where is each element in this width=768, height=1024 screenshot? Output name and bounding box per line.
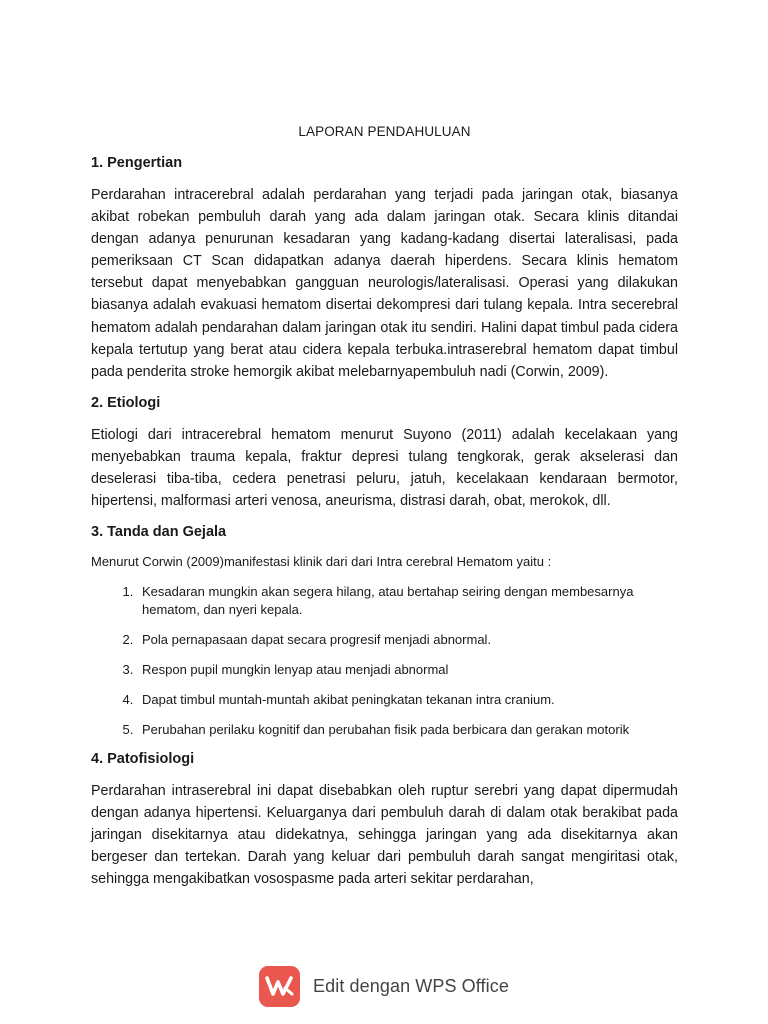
list-item: 2. Pola pernapasaan dapat secara progresif menjadi abnormal. xyxy=(137,631,678,649)
list-item: 5. Perubahan perilaku kognitif dan perubahan fisik pada berbicara dan gerakan motorik xyxy=(137,721,678,739)
list-item: 4. Dapat timbul muntah-muntah akibat peningkatan tekanan intra cranium. xyxy=(137,691,678,709)
list-item: 1. Kesadaran mungkin akan segera hilang, atau bertahap seiring dengan membesarnya hematom, dan nyeri kepala. xyxy=(137,583,678,618)
list-item: 3. Respon pupil mungkin lenyap atau menjadi abnormal xyxy=(137,661,678,679)
wps-w-icon[interactable] xyxy=(259,966,300,1007)
document-title: LAPORAN PENDAHULUAN xyxy=(298,124,471,139)
section-heading-pengertian: 1. Pengertian xyxy=(91,155,183,171)
wps-edit-label[interactable]: Edit dengan WPS Office xyxy=(313,975,509,996)
section-heading-patofisiologi: 4. Patofisiologi xyxy=(91,750,195,767)
section-intro-tanda-gejala: Menurut Corwin (2009)manifestasi klinik dari dari Intra cerebral Hematom yaitu : xyxy=(91,554,552,570)
document-content xyxy=(91,124,678,902)
section-heading-etiologi: 2. Etiologi xyxy=(91,394,161,411)
wps-w-glyph xyxy=(265,974,295,998)
section-body-patofisiologi: Perdarahan intraserebral ini dapat disebabkan oleh ruptur serebri yang dapat dipermudah dengan adanya hipertensi. Keluarganya dari pembuluh darah di dalam otak berakibat pada jaringan disekitarnya atau didekatnya, sehingga jaringan yang ada disekitarnya akan bergeser dan tertekan. Darah yang keluar dari pembuluh darah sangat mengiritasi otak, sehingga mengakibatkan vosospasme pada arteri sekitar perdarahan, xyxy=(91,782,678,888)
section-heading-tanda-gejala: 3. Tanda dan Gejala xyxy=(91,524,227,541)
wps-edit-banner[interactable] xyxy=(0,964,768,1008)
section-body-etiologi: Etiologi dari intracerebral hematom menurut Suyono (2011) adalah kecelakaan yang menyebabkan trauma kepala, fraktur depresi tulang tengkorak, gerak akselerasi dan deselerasi tiba-tiba, cedera penetrasi peluru, jatuh, kecelakaan kendaraan bermotor, hipertensi, malformasi arteri venosa, aneurisma, distrasi darah, obat, merokok, dll. xyxy=(91,426,678,510)
section-body-pengertian: Perdarahan intracerebral adalah perdarahan yang terjadi pada jaringan otak, biasanya akibat robekan pembuluh darah yang ada dalam jaringan otak. Secara klinis ditandai dengan adanya penurunan kesadaran yang kadang-kadang disertai lateralisasi, pada pemeriksaan CT Scan didapatkan adanya daerah hiperdens. Secara klinis hematom tersebut dapat menyebabkan gangguan neurologis/lateralisasi. Operasi yang dilakukan biasanya adalah evakuasi hematom disertai dekompresi dari tulang kepala. Intra secerebral hematom adalah pendarahan dalam jaringan otak itu sendiri. Halini dapat timbul pada cidera kepala tertutup yang berat atau cidera kepala terbuka.intraserebral hematom dapat timbul pada penderita stroke hemorgik akibat melebarnyapembuluh nadi (Corwin, 2009). xyxy=(91,187,678,380)
symptom-list xyxy=(91,583,678,738)
